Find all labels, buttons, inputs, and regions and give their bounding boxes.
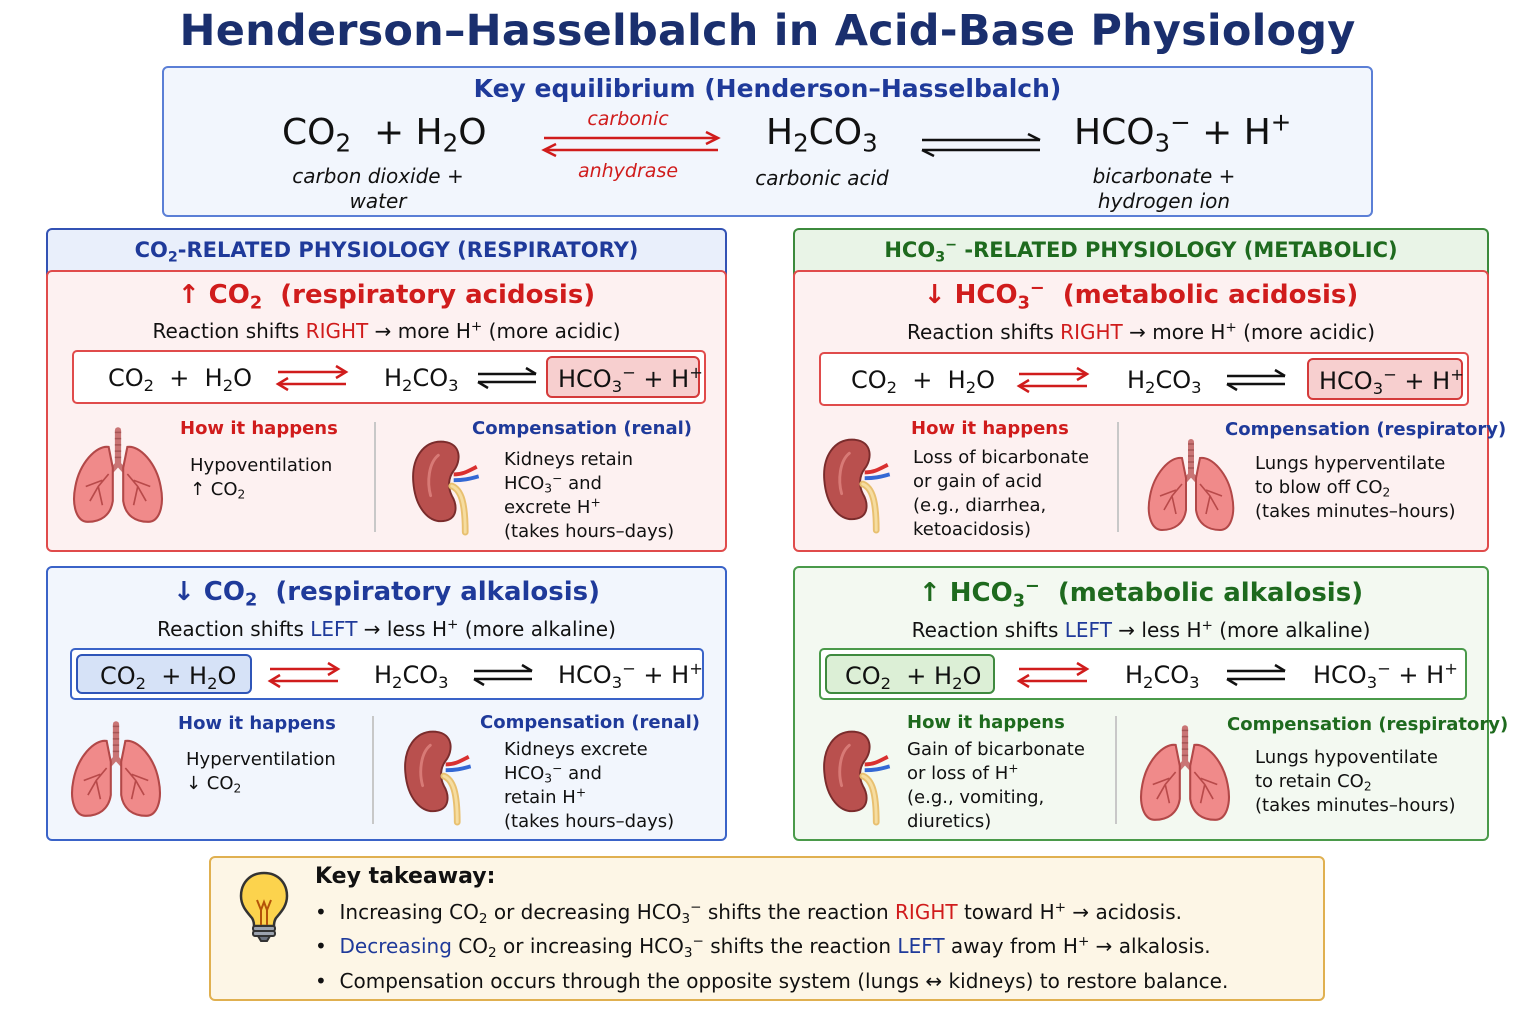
lungs-icon [66,716,166,820]
how-it-happens-text: Gain of bicarbonate or loss of H+ (e.g., vomiting, diuretics) [907,739,1085,832]
respiratory-acidosis-shift: Reaction shifts RIGHT → more H+ (more acidic) [152,318,621,343]
metabolic-section-header: $HCO_3^-$ -RELATED PHYSIOLOGY (METABOLIC) [793,228,1489,276]
down-arrow-icon: ↓ [923,280,946,310]
products-label: bicarbonate + hydrogen ion [1092,164,1236,213]
kidney-icon [819,434,895,534]
highlighted-products: $HCO_3^- + H^+$ [546,356,700,398]
equilibrium-arrows-icon [920,134,1044,158]
compensation-text: Lungs hyperventilate to blow off $CO_2$ (takes minutes–hours) [1255,453,1456,522]
highlighted-reactants: $CO_2 + H_2O$ [76,654,252,694]
metabolic-acidosis-title: ↓ $HCO_3^-$ (metabolic acidosis) [923,278,1359,314]
respiratory-alkalosis-title: ↓ $CO_2$ (respiratory alkalosis) [172,577,601,611]
equilibrium-arrows-icon [1225,370,1287,392]
compensation-title: Compensation (renal) [472,418,692,439]
compensation-text: Lungs hypoventilate to retain $CO_2$ (takes minutes–hours) [1255,747,1456,816]
highlighted-reactants: $CO_2 + H_2O$ [825,654,995,694]
respiratory-section-header: $CO_2$-RELATED PHYSIOLOGY (RESPIRATORY) [46,228,727,276]
kidney-icon [408,436,484,536]
how-it-happens-text: Loss of bicarbonate or gain of acid (e.g., diarrhea, ketoacidosis) [913,447,1090,540]
lungs-icon [1141,434,1241,534]
divider [374,422,376,532]
key-takeaway-box [209,856,1325,1001]
up-arrow-icon: ↑ [918,578,941,608]
red-double-arrow-icon [276,366,348,392]
divider [1117,422,1119,532]
metabolic-alkalosis-equation: $CO_2 + H_2O$ $H_2CO_3$ $HCO_3^- + H^+$ [819,648,1467,700]
carbonic-acid-formula: $H_2CO_3$ [766,112,878,158]
lightbulb-icon [237,870,291,944]
takeaway-title: Key takeaway: [315,864,496,889]
compensation-title: Compensation (renal) [480,712,700,733]
red-double-arrow-icon [268,663,340,689]
respiratory-acidosis-title: ↑ $CO_2$ (respiratory acidosis) [177,280,596,314]
metabolic-acidosis-shift: Reaction shifts RIGHT → more H+ (more acidic) [906,319,1375,344]
respiratory-alkalosis-equation: $CO_2 + H_2O$ $H_2CO_3$ $HCO_3^- + H^+$ [70,648,704,700]
how-it-happens-title: How it happens [178,713,336,734]
metabolic-acidosis-equation: $CO_2 + H_2O$ $H_2CO_3$ $HCO_3^- + H^+$ [819,352,1469,406]
key-equilibrium-heading: Key equilibrium (Henderson–Hasselbalch) [473,74,1062,103]
reactants-label: carbon dioxide + water [292,164,464,213]
takeaway-bullet-2: • Decreasing $CO_2$ or increasing $HCO_3^-$ shifts the reaction LEFT away from H+ → alkalosis. [315,933,1211,962]
respiratory-alkalosis-shift: Reaction shifts LEFT → less H+ (more alkaline) [157,616,616,641]
key-equilibrium-box [162,66,1373,217]
enzyme-label-top: carbonic [587,108,669,130]
products-formula: $HCO_3^- + H^+$ [1074,107,1292,158]
compensation-text: Kidneys excrete $HCO_3^-$ and retain H+ (takes hours–days) [504,739,675,832]
compensation-title: Compensation (respiratory) [1225,419,1507,440]
down-arrow-icon: ↓ [172,577,195,607]
metabolic-alkalosis-panel [793,566,1509,841]
lungs-icon [1135,720,1235,824]
lungs-icon [68,422,168,526]
how-it-happens-title: How it happens [180,418,338,439]
kidney-icon [400,726,476,826]
how-it-happens-title: How it happens [907,712,1065,733]
highlighted-products: $HCO_3^- + H^+$ [1307,358,1463,400]
carbonic-anhydrase-arrows-icon [542,132,722,162]
red-double-arrow-icon [1017,663,1089,689]
metabolic-alkalosis-title: ↑ $HCO_3^-$ (metabolic alkalosis) [918,576,1364,612]
takeaway-bullet-3: • Compensation occurs through the opposite system (lungs ↔ kidneys) to restore balance. [315,969,1229,993]
divider [1115,716,1117,824]
how-it-happens-title: How it happens [911,418,1069,439]
metabolic-acidosis-panel [793,270,1507,552]
divider [372,716,374,824]
carbonic-acid-label: carbonic acid [755,166,889,190]
respiratory-acidosis-equation: $CO_2 + H_2O$ $H_2CO_3$ $HCO_3^- + H^+$ [72,350,706,404]
compensation-title: Compensation (respiratory) [1227,714,1509,735]
metabolic-alkalosis-shift: Reaction shifts LEFT → less H+ (more alkaline) [911,617,1371,642]
how-it-happens-text: Hypoventilation ↑ $CO_2$ [190,455,333,502]
up-arrow-icon: ↑ [177,280,200,310]
red-double-arrow-icon [1017,368,1089,394]
reactants-formula: $CO_2 + H_2O$ [282,112,487,158]
equilibrium-arrows-icon [476,368,538,390]
respiratory-alkalosis-panel [46,566,727,841]
equilibrium-arrows-icon [1225,665,1287,687]
takeaway-bullet-1: • Increasing $CO_2$ or decreasing $HCO_3^-$ shifts the reaction RIGHT toward H+ → acidosis. [315,899,1182,928]
kidney-icon [819,726,895,826]
page-title: Henderson–Hasselbalch in Acid-Base Physiology [179,6,1356,56]
equilibrium-arrows-icon [472,665,534,687]
respiratory-acidosis-panel [46,270,727,552]
how-it-happens-text: Hyperventilation ↓ $CO_2$ [186,749,336,796]
compensation-text: Kidneys retain $HCO_3^-$ and excrete H+ (takes hours–days) [504,449,675,542]
enzyme-label-bottom: anhydrase [577,160,679,182]
